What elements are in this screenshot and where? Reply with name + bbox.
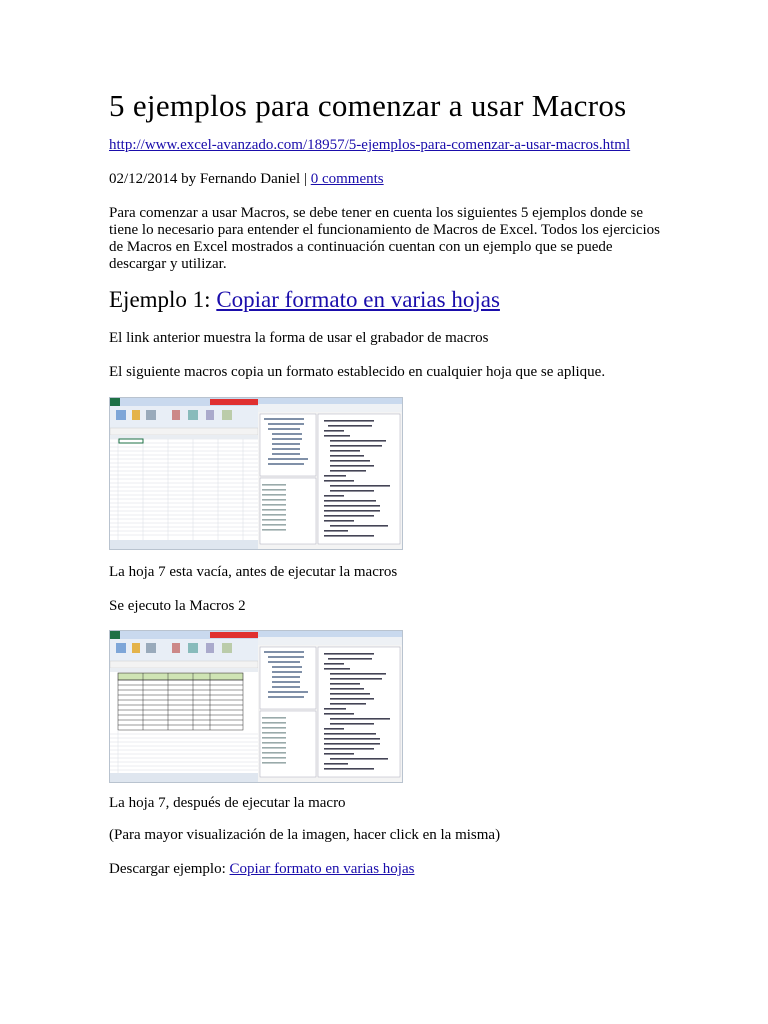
comments-link[interactable]: 0 comments [310,171,384,187]
example-heading-link[interactable]: Copiar formato en varias hojas [216,287,500,312]
example-heading [109,287,500,313]
download-line [109,861,414,878]
paragraph-visualizacion: (Para mayor visualización de la imagen, hacer click en la misma) [109,827,501,843]
post-meta [109,171,384,188]
download-link[interactable]: Copiar formato en varias hojas [229,861,415,877]
example-heading-prefix: Ejemplo 1: [109,287,217,312]
paragraph-hoja-vacia: La hoja 7 esta vacía, antes de ejecutar la macros [109,564,398,580]
paragraph-hoja-despues: La hoja 7, después de ejecutar la macro [109,795,346,811]
excel-vba-screenshot-before [110,398,402,549]
screenshot-after-macro[interactable] [109,630,403,783]
date-author: 02/12/2014 by Fernando Daniel | [109,171,311,187]
paragraph-grabador: El link anterior muestra la forma de usar el grabador de macros [109,330,489,346]
screenshot-before-macro[interactable] [109,397,403,550]
download-prefix: Descargar ejemplo: [109,861,230,877]
page-title: 5 ejemplos para comenzar a usar Macros [109,88,627,123]
intro-paragraph: Para comenzar a usar Macros, se debe tener en cuenta los siguientes 5 ejemplos donde se tiene lo necesario para entender el funcionamiento de Macros de Excel. Todos los ejercicios de Macros en Excel mostrados a continuación cuentan con un ejemplo que se puede descargar y utilizar. [109,205,660,272]
paragraph-se-ejecuto: Se ejecuto la Macros 2 [109,598,246,614]
paragraph-copia-formato: El siguiente macros copia un formato establecido en cualquier hoja que se aplique. [109,364,606,380]
source-link[interactable]: http://www.excel-avanzado.com/18957/5-ejemplos-para-comenzar-a-usar-macros.html [109,137,631,153]
excel-vba-screenshot-after [110,631,402,782]
